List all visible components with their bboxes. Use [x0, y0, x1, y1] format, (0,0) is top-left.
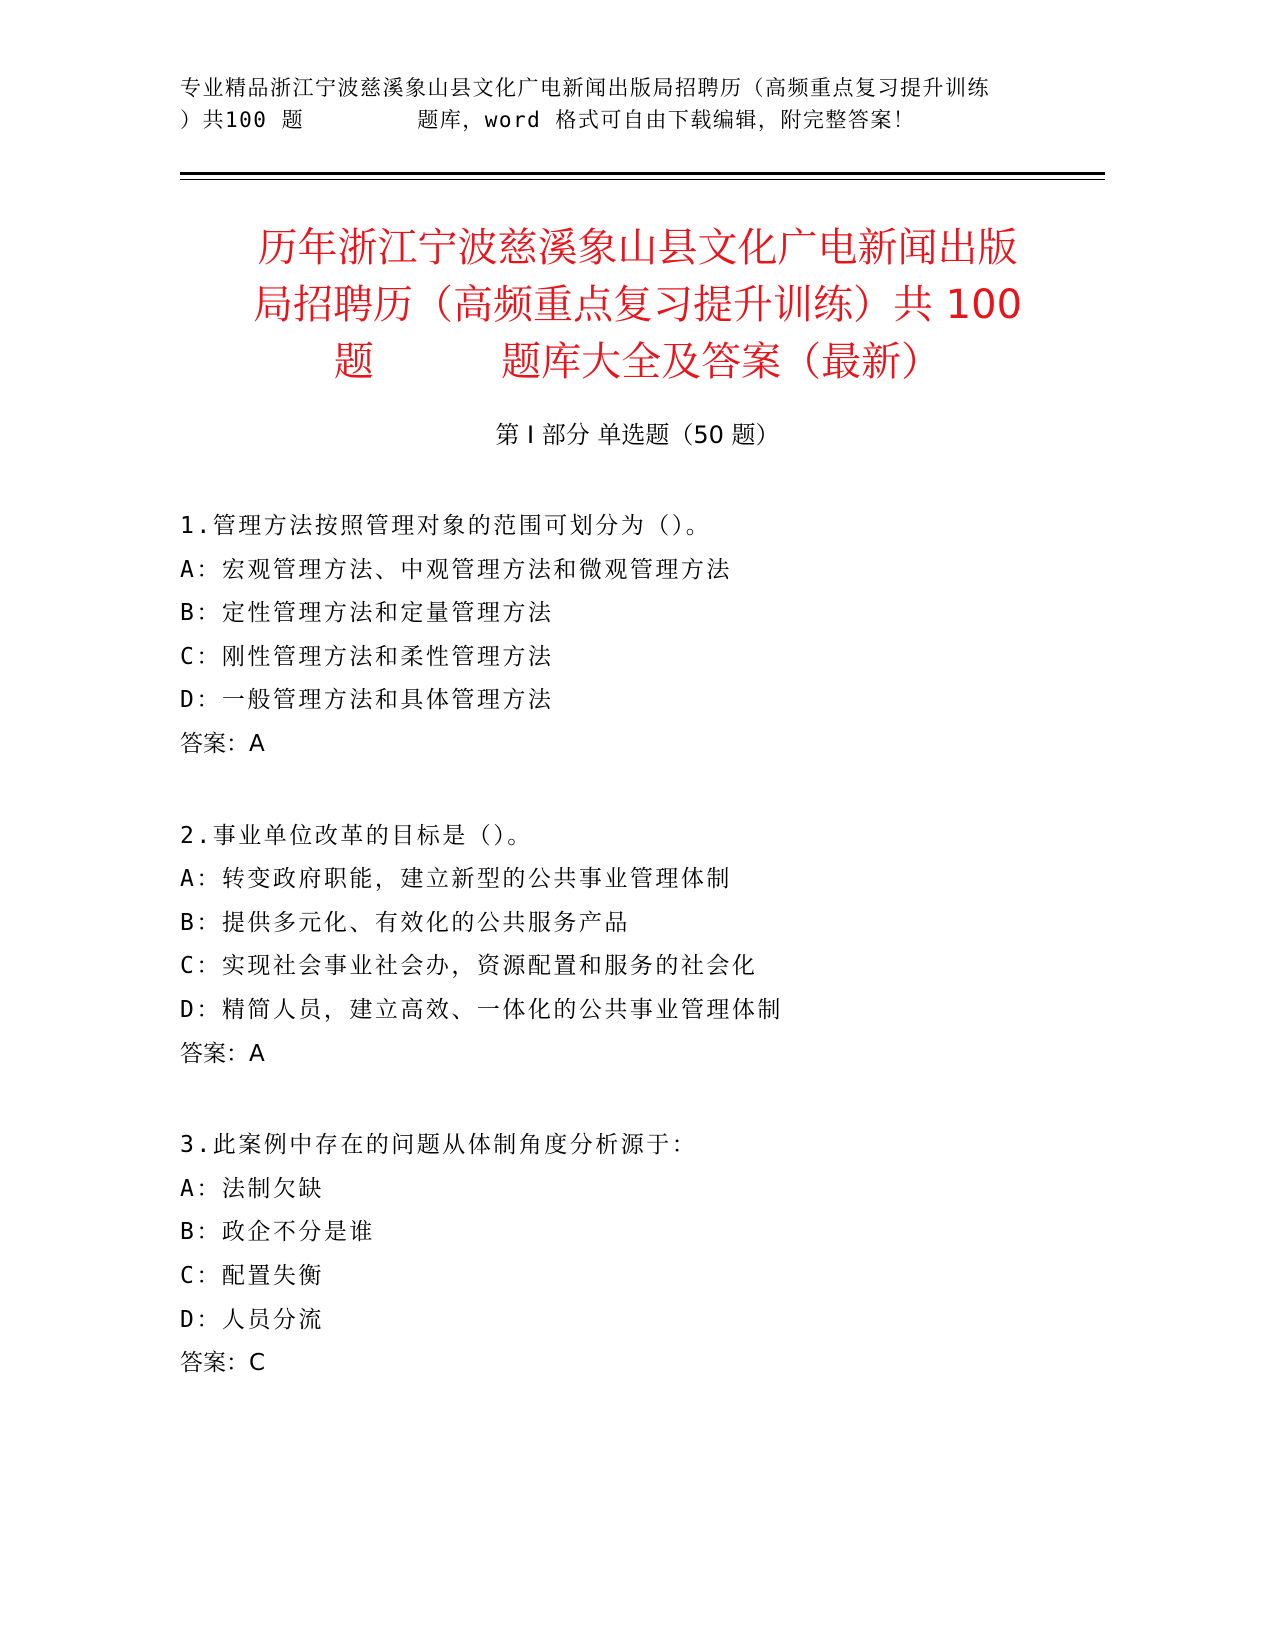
option-b: B：定性管理方法和定量管理方法 [180, 600, 554, 627]
question-stem: 2.事业单位改革的目标是（）。 [180, 822, 533, 849]
answer-line: 答案：C [180, 1350, 266, 1377]
header-divider-thick [180, 172, 1105, 175]
section-title: 第 I 部分 单选题（50 题） [495, 421, 780, 449]
header-divider-thin [180, 179, 1105, 180]
option-a: A：宏观管理方法、中观管理方法和微观管理方法 [180, 556, 732, 583]
question-stem: 1.管理方法按照管理对象的范围可划分为（）。 [180, 513, 712, 539]
question-item [180, 815, 1100, 1077]
option-a: A：法制欠缺 [180, 1175, 324, 1202]
question-stem: 3.此案例中存在的问题从体制角度分析源于： [180, 1132, 698, 1159]
option-d: D：精简人员，建立高效、一体化的公共事业管理体制 [180, 996, 783, 1023]
question-list [180, 505, 1100, 1434]
title-line-1: 历年浙江宁波慈溪象山县文化广电新闻出版 [257, 225, 1018, 271]
document-header [180, 72, 1100, 136]
title-line-3: 题 题库大全及答案（最新） [333, 339, 942, 385]
option-c: C：刚性管理方法和柔性管理方法 [180, 643, 554, 670]
answer-line: 答案：A [180, 1040, 265, 1067]
option-d: D：人员分流 [180, 1306, 324, 1333]
question-item [180, 1124, 1100, 1386]
answer-line: 答案：A [180, 730, 265, 757]
option-c: C：实现社会事业社会办，资源配置和服务的社会化 [180, 953, 758, 980]
title-line-2: 局招聘历（高频重点复习提升训练）共 100 [252, 282, 1023, 328]
header-line-2: ）共100 题 题库，word 格式可自由下载编辑，附完整答案！ [180, 108, 916, 132]
option-c: C：配置失衡 [180, 1262, 324, 1289]
option-b: B：政企不分是谁 [180, 1219, 375, 1246]
option-a: A：转变政府职能，建立新型的公共事业管理体制 [180, 866, 732, 893]
option-b: B：提供多元化、有效化的公共服务产品 [180, 909, 630, 936]
option-d: D：一般管理方法和具体管理方法 [180, 687, 554, 714]
question-item [180, 505, 1100, 767]
document-title [150, 220, 1125, 391]
header-line-1: 专业精品浙江宁波慈溪象山县文化广电新闻出版局招聘历（高频重点复习提升训练 [180, 76, 990, 100]
